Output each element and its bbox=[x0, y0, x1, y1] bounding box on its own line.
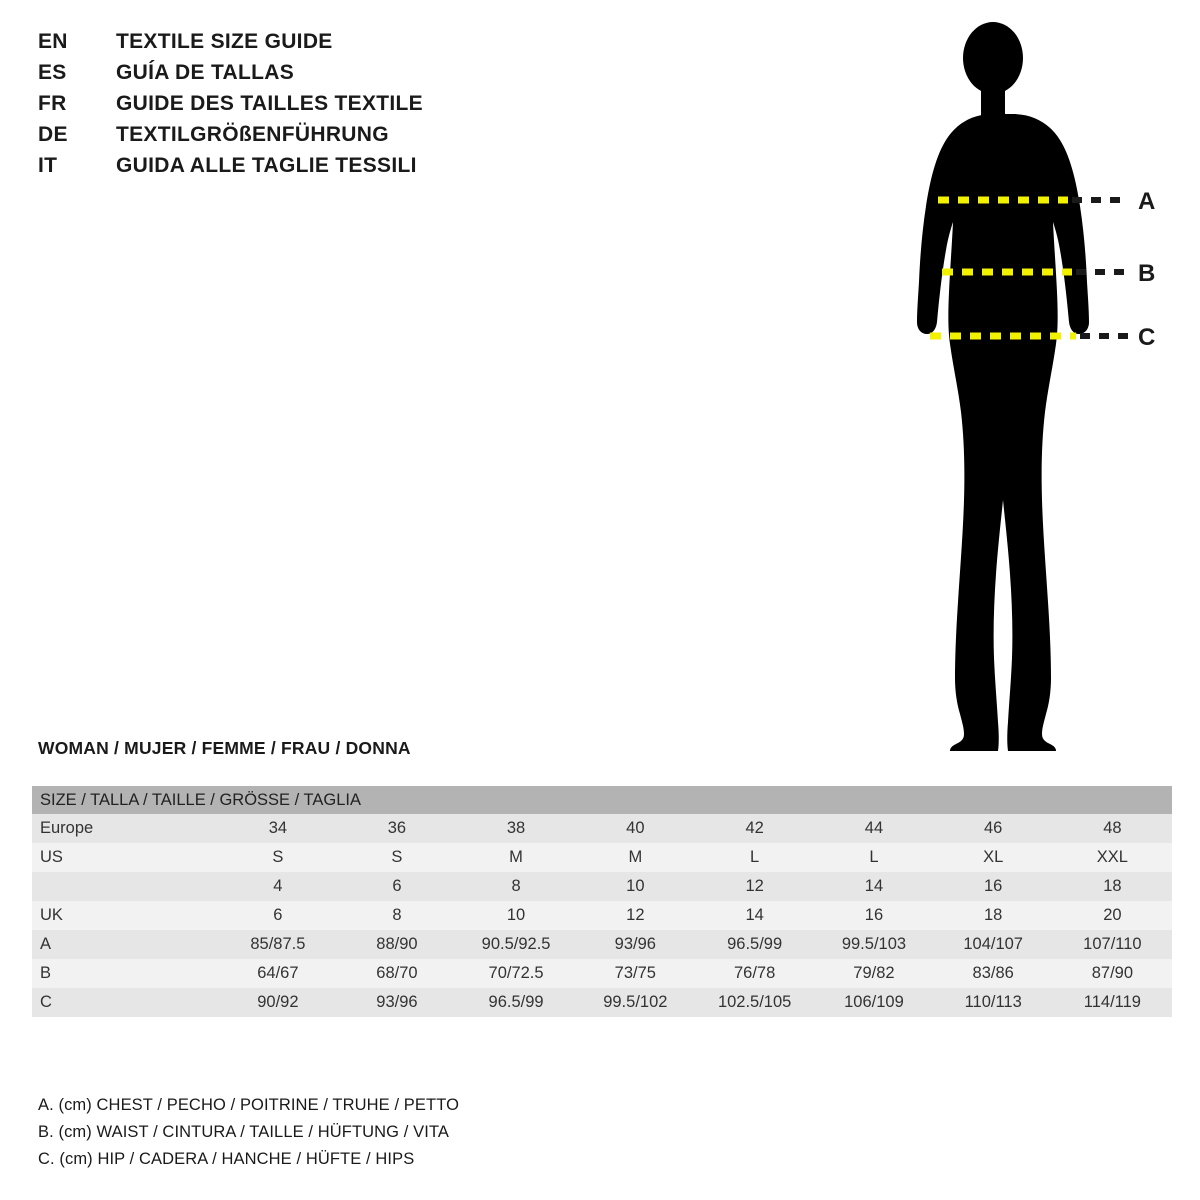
table-cell: 93/96 bbox=[376, 993, 418, 1011]
note-chest: A. (cm) CHEST / PECHO / POITRINE / TRUHE / PETTO bbox=[38, 1096, 460, 1114]
language-code: FR bbox=[38, 92, 67, 115]
table-cell: 99.5/102 bbox=[603, 993, 668, 1011]
table-row bbox=[32, 843, 1172, 872]
table-cell: 14 bbox=[864, 877, 884, 895]
table-cell: 8 bbox=[511, 877, 521, 895]
row-label bbox=[32, 872, 218, 901]
marker-label-c: C bbox=[1138, 324, 1156, 351]
table-row bbox=[32, 988, 1172, 1017]
measurement-notes bbox=[38, 1092, 938, 1173]
table-cell: 34 bbox=[268, 819, 288, 837]
language-code: IT bbox=[38, 154, 58, 177]
table-cell: 46 bbox=[983, 819, 1003, 837]
title-row bbox=[38, 30, 638, 61]
title-text: GUIDA ALLE TAGLIE TESSILI bbox=[116, 154, 417, 177]
table-cell: 68/70 bbox=[376, 964, 418, 982]
language-code: DE bbox=[38, 123, 68, 146]
table-cell: 12 bbox=[745, 877, 764, 895]
note-hip: C. (cm) HIP / CADERA / HANCHE / HÜFTE / HIPS bbox=[38, 1150, 415, 1168]
row-label: Europe bbox=[40, 819, 94, 837]
table-cell: 87/90 bbox=[1091, 964, 1134, 982]
table-row bbox=[32, 930, 1172, 959]
table-cell: 110/113 bbox=[964, 993, 1022, 1011]
silhouette-shape bbox=[917, 22, 1089, 751]
table-cell: 104/107 bbox=[963, 935, 1023, 953]
table-cell: 76/78 bbox=[733, 964, 776, 982]
table-cell: 36 bbox=[387, 819, 407, 837]
table-cell: 16 bbox=[983, 877, 1003, 895]
table-cell: 6 bbox=[392, 877, 402, 895]
row-label: US bbox=[40, 848, 63, 866]
title-row bbox=[38, 61, 638, 92]
table-cell: 40 bbox=[626, 819, 645, 837]
table-cell: 44 bbox=[864, 819, 884, 837]
table-cell: 48 bbox=[1103, 819, 1122, 837]
table-cell: 14 bbox=[745, 906, 764, 924]
table-cell: 18 bbox=[983, 906, 1003, 924]
table-cell: 106/109 bbox=[844, 993, 904, 1011]
table-cell: 10 bbox=[506, 906, 526, 924]
table-cell: 88/90 bbox=[376, 935, 418, 953]
table-cell: L bbox=[750, 848, 760, 866]
table-cell: 96.5/99 bbox=[727, 935, 783, 953]
marker-label-b: B bbox=[1138, 260, 1156, 287]
table-cell: 99.5/103 bbox=[841, 935, 907, 953]
table-row bbox=[32, 814, 1172, 843]
title-text: TEXTILGRÖßENFÜHRUNG bbox=[116, 123, 389, 146]
table-cell: 20 bbox=[1103, 906, 1122, 924]
table-cell: 64/67 bbox=[257, 964, 299, 982]
table-cell: 90.5/92.5 bbox=[481, 935, 551, 953]
table-cell: M bbox=[628, 848, 643, 866]
language-code: ES bbox=[38, 61, 67, 84]
title-row bbox=[38, 123, 638, 154]
language-code: EN bbox=[38, 30, 68, 53]
row-label: UK bbox=[40, 906, 63, 924]
title-row bbox=[38, 92, 638, 123]
table-cell: 42 bbox=[745, 819, 764, 837]
table-cell: 10 bbox=[626, 877, 645, 895]
title-block bbox=[38, 30, 638, 185]
row-label: B bbox=[40, 964, 52, 982]
table-cell: 107/110 bbox=[1083, 935, 1142, 953]
table-cell: 102.5/105 bbox=[717, 993, 792, 1011]
table-cell: 73/75 bbox=[614, 964, 656, 982]
table-row bbox=[32, 959, 1172, 988]
female-silhouette-figure bbox=[860, 14, 1180, 754]
table-cell: 18 bbox=[1103, 877, 1122, 895]
table-cell: S bbox=[272, 848, 284, 866]
table-row bbox=[32, 872, 1172, 901]
title-text: GUIDE DES TAILLES TEXTILE bbox=[116, 92, 423, 115]
table-header-label: SIZE / TALLA / TAILLE / GRÖSSE / TAGLIA bbox=[32, 786, 1172, 814]
table-cell: M bbox=[509, 848, 523, 866]
table-cell: 79/82 bbox=[853, 964, 895, 982]
table-cell: L bbox=[869, 848, 879, 866]
table-cell: 16 bbox=[864, 906, 884, 924]
table-cell: 96.5/99 bbox=[488, 993, 544, 1011]
table-cell: 6 bbox=[273, 906, 283, 924]
table-cell: 83/86 bbox=[972, 964, 1014, 982]
title-text: GUÍA DE TALLAS bbox=[116, 61, 295, 84]
row-label: C bbox=[40, 993, 52, 1011]
row-label: A bbox=[40, 935, 52, 953]
table-cell: 90/92 bbox=[257, 993, 299, 1011]
table-cell: 12 bbox=[626, 906, 645, 924]
title-row bbox=[38, 154, 638, 185]
size-table bbox=[32, 786, 1172, 1017]
table-header-row bbox=[32, 786, 1172, 814]
table-cell: 38 bbox=[506, 819, 526, 837]
note-waist: B. (cm) WAIST / CINTURA / TAILLE / HÜFTUNG / VITA bbox=[38, 1123, 450, 1141]
marker-label-a: A bbox=[1138, 188, 1156, 215]
table-cell: 114/119 bbox=[1083, 993, 1141, 1011]
table-cell: 93/96 bbox=[614, 935, 656, 953]
table-cell: 8 bbox=[392, 906, 402, 924]
table-cell: 70/72.5 bbox=[488, 964, 544, 982]
table-cell: XXL bbox=[1096, 848, 1128, 866]
title-text: TEXTILE SIZE GUIDE bbox=[116, 30, 333, 53]
section-heading: WOMAN / MUJER / FEMME / FRAU / DONNA bbox=[38, 738, 411, 758]
table-cell: S bbox=[391, 848, 403, 866]
table-row bbox=[32, 901, 1172, 930]
table-cell: 4 bbox=[273, 877, 283, 895]
table-cell: 85/87.5 bbox=[250, 935, 306, 953]
table-cell: XL bbox=[983, 848, 1004, 866]
